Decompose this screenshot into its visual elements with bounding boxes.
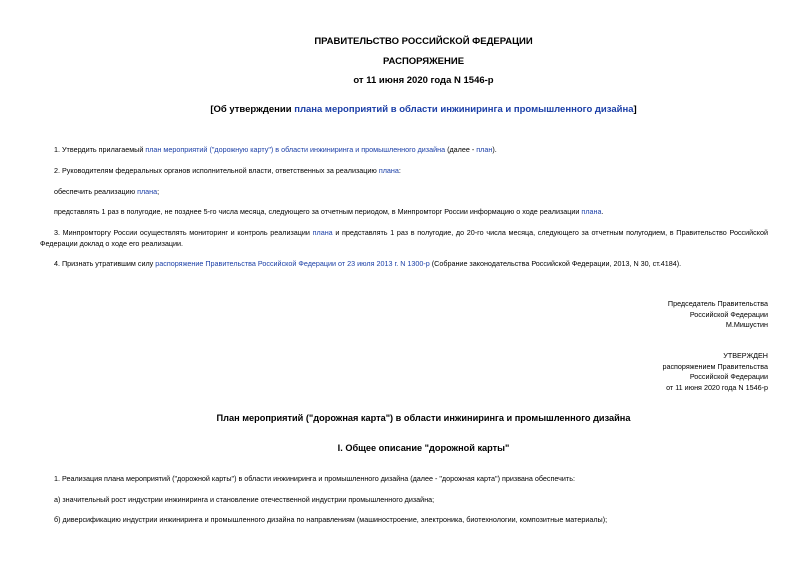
paragraph-1 [40, 145, 768, 156]
government-header: ПРАВИТЕЛЬСТВО РОССИЙСКОЙ ФЕДЕРАЦИИ [314, 36, 533, 47]
paragraph-text: . [601, 207, 604, 216]
paragraph-text: 4. Признать утратившим силу [54, 259, 156, 268]
paragraph-text: 3. Минпромторгу России осуществлять мониторинг и контроль реализации [54, 228, 313, 237]
paragraph-text: (далее - [445, 145, 477, 154]
plan-paragraph-a: а) значительный рост индустрии инжиниринга и становление отечественной индустрии промышленного дизайна; [54, 495, 435, 504]
section-heading: I. Общее описание "дорожной карты" [337, 443, 510, 453]
approval-date: от 11 июня 2020 года N 1546-р [666, 382, 768, 392]
signature-name: М.Мишустин [725, 320, 768, 330]
title-suffix: ] [633, 104, 637, 115]
approval-stamp: УТВЕРЖДЕН [723, 351, 768, 360]
paragraph-5 [40, 228, 768, 249]
title-prefix: [Об утверждении [210, 104, 295, 115]
plan-short-link[interactable]: план [476, 145, 493, 154]
plan-paragraph-b: б) диверсификацию индустрии инжиниринга и промышленного дизайна по направлениям (машиностроение, электроника, биотехнологии, композитные материалы); [54, 515, 608, 524]
paragraph-text: и представлять 1 раз в полугодие, до 20-го числа месяца, следующего за отчетным полугодием, в Правительство Российской Федерации доклад о ходе его реализации. [40, 228, 768, 248]
plan-title: План мероприятий ("дорожная карта") в области инжиниринга и промышленного дизайна [216, 413, 631, 423]
plan-link[interactable]: плана [137, 187, 158, 196]
paragraph-text: (Собрание законодательства Российской Федерации, 2013, N 30, ст.4184). [429, 259, 682, 268]
paragraph-text: : [398, 166, 401, 175]
paragraph-text: ; [157, 187, 160, 196]
approval-block [662, 351, 768, 393]
plan-link[interactable]: плана [581, 207, 602, 216]
approval-line: распоряжением Правительства [662, 361, 768, 371]
document-date: от 11 июня 2020 года N 1546-р [353, 75, 494, 86]
paragraph-2 [40, 166, 768, 177]
plan-paragraph-1: 1. Реализация плана мероприятий ("дорожной карты") в области инжиниринга и промышленного дизайна (далее - "дорожная карта") призвана обеспечить: [54, 474, 575, 483]
signature-organization: Российской Федерации [689, 309, 768, 319]
paragraph-text: ). [492, 145, 497, 154]
plan-link[interactable]: план мероприятий ("дорожную карту") в области инжиниринга и промышленного дизайна [145, 145, 446, 154]
decree-link[interactable]: распоряжение Правительства Российской Федерации от 23 июля 2013 г. N 1300-р [155, 259, 430, 268]
signature-block [668, 299, 768, 331]
document-title [40, 104, 807, 115]
paragraph-text: 1. Утвердить прилагаемый [54, 145, 146, 154]
paragraph-text: 2. Руководителям федеральных органов исполнительной власти, ответственных за реализацию [54, 166, 379, 175]
approval-line: Российской Федерации [689, 372, 768, 382]
paragraph-3 [40, 187, 768, 198]
paragraph-4 [40, 207, 768, 218]
plan-link[interactable]: плана [378, 166, 399, 175]
paragraph-text: обеспечить реализацию [54, 187, 138, 196]
signature-position: Председатель Правительства [667, 299, 768, 308]
document-type: РАСПОРЯЖЕНИЕ [382, 56, 465, 67]
plan-link[interactable]: плана [312, 228, 333, 237]
paragraph-text: представлять 1 раз в полугодие, не позднее 5-го числа месяца, следующего за отчетным периодом, в Минпромторг России информацию о ходе реализации [54, 207, 582, 216]
title-link[interactable]: плана мероприятий в области инжиниринга и промышленного дизайна [294, 104, 634, 115]
paragraph-6 [40, 259, 768, 270]
